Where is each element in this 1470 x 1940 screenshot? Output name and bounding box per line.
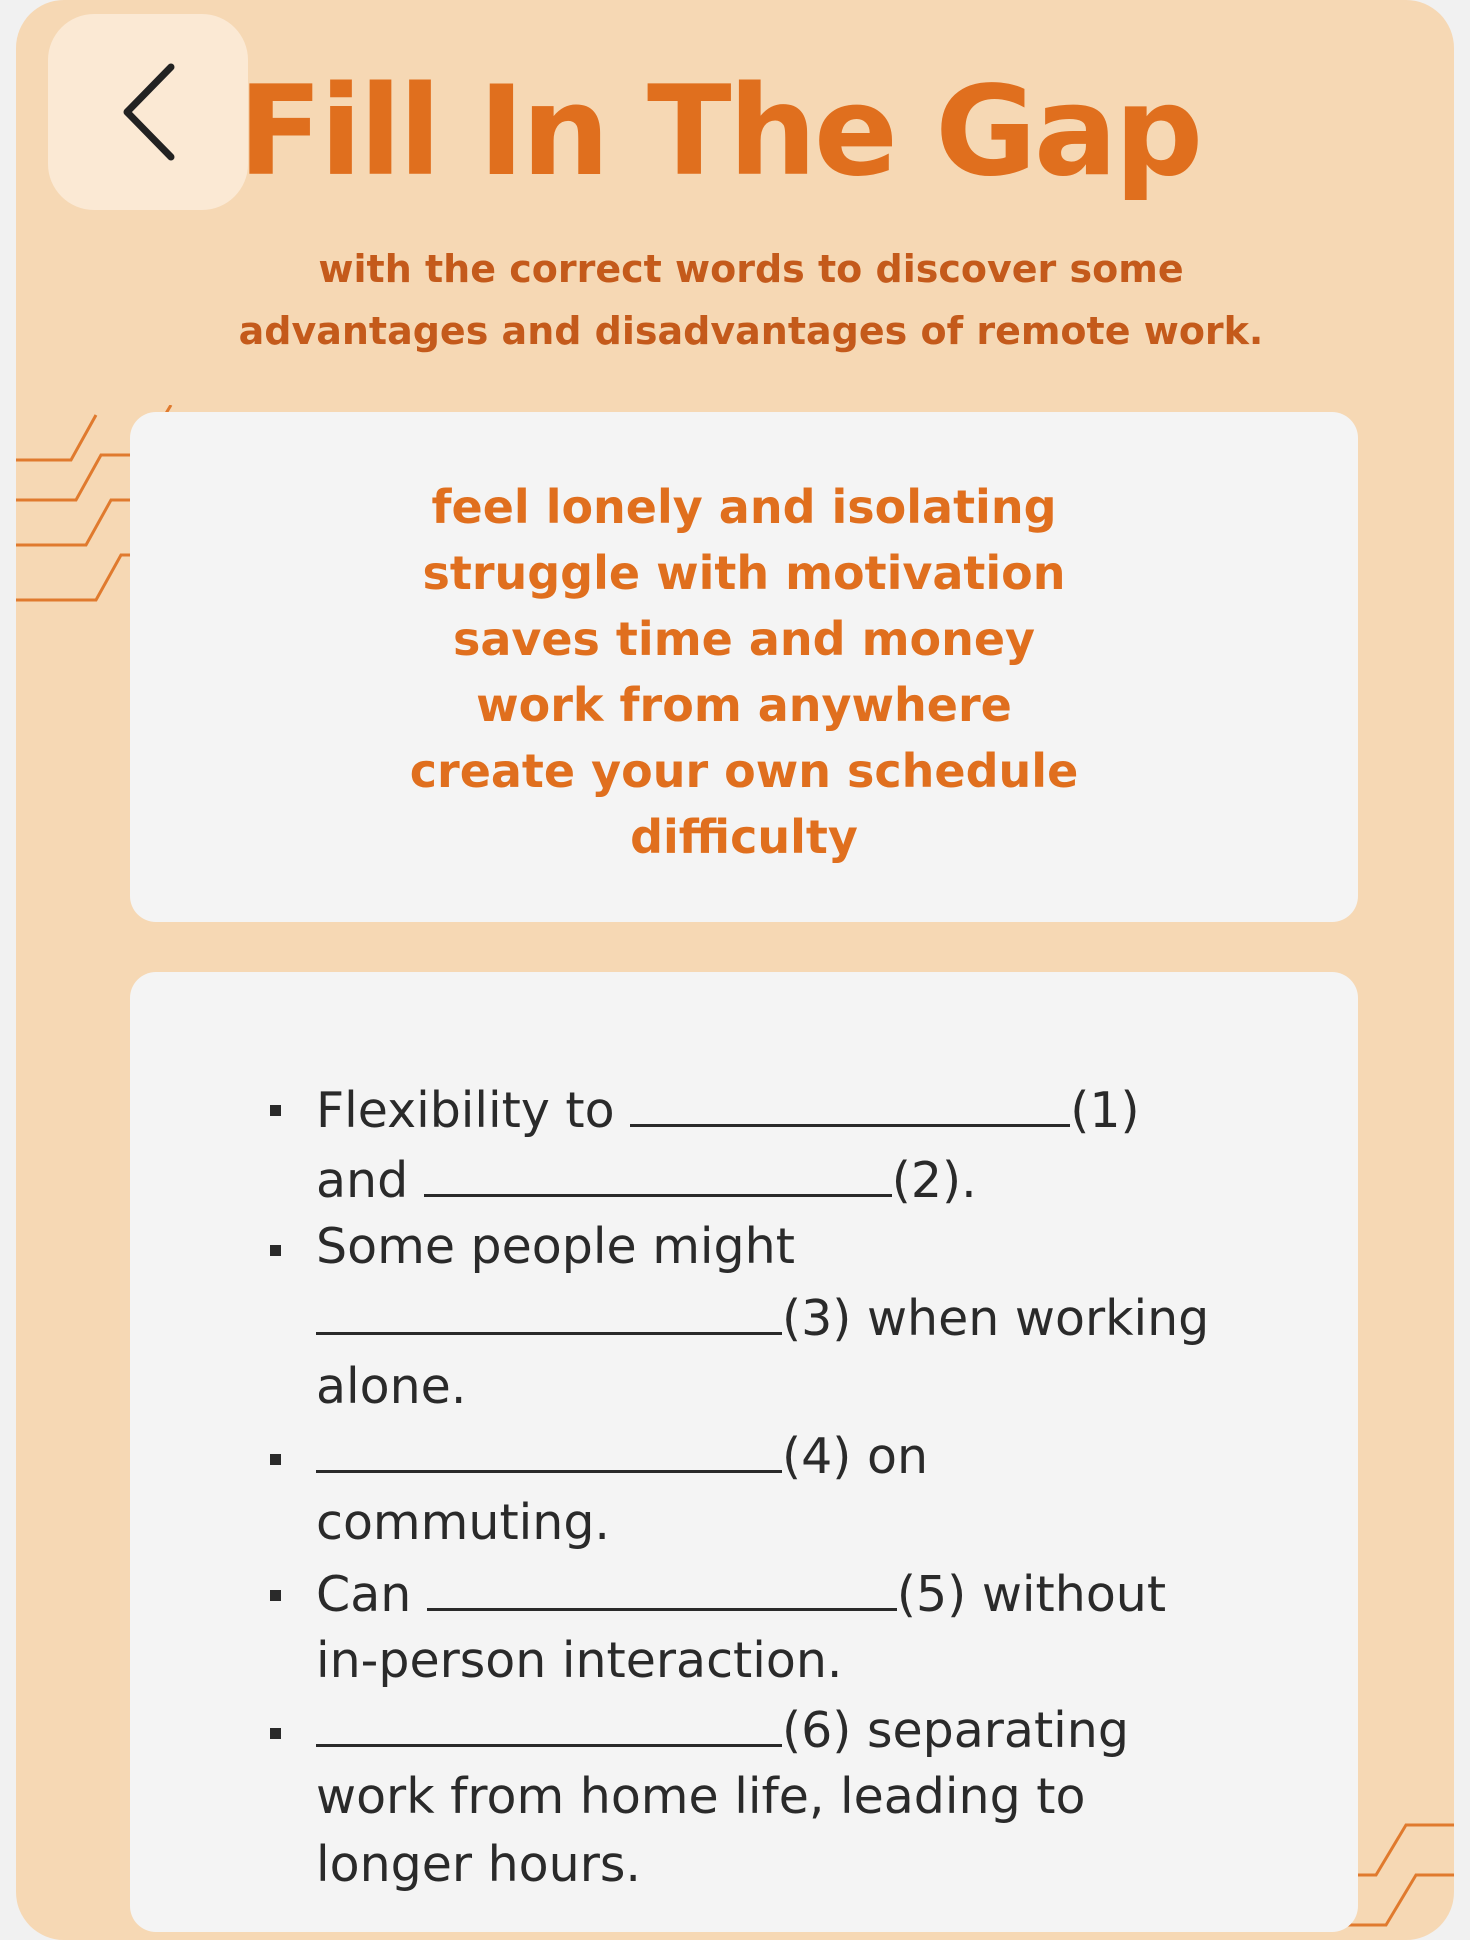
gap-3-number: (3) when working bbox=[782, 1290, 1210, 1347]
word-bank-item: feel lonely and isolating bbox=[431, 480, 1057, 534]
bullet-2 bbox=[270, 1245, 281, 1256]
page-title: Fill In The Gap bbox=[238, 60, 1201, 204]
gap-5-number: (5) without bbox=[896, 1566, 1167, 1623]
item5-text: work from home life, leading to bbox=[316, 1768, 1086, 1825]
bullet-3 bbox=[270, 1454, 281, 1465]
word-bank-panel bbox=[130, 412, 1358, 922]
word-bank-item: saves time and money bbox=[452, 612, 1036, 666]
item4-text: Can bbox=[316, 1566, 412, 1623]
gap-4[interactable] bbox=[316, 1430, 782, 1473]
subtitle-line-2: advantages and disadvantages of remote work. bbox=[238, 309, 1264, 353]
item5-text-2: longer hours. bbox=[316, 1836, 641, 1893]
bullet-5 bbox=[270, 1728, 281, 1739]
item3-text: commuting. bbox=[316, 1494, 610, 1551]
back-button[interactable] bbox=[48, 14, 248, 210]
gap-3[interactable] bbox=[316, 1292, 782, 1335]
item4-text-2: in-person interaction. bbox=[316, 1632, 843, 1689]
word-bank-item: struggle with motivation bbox=[422, 546, 1066, 600]
chevron-left-icon bbox=[113, 57, 183, 167]
item2-text: Some people might bbox=[316, 1218, 795, 1275]
gap-6-number: (6) separating bbox=[782, 1702, 1129, 1759]
bullet-1 bbox=[270, 1105, 281, 1116]
word-bank-item: difficulty bbox=[630, 810, 858, 864]
gap-4-number: (4) on bbox=[782, 1428, 929, 1485]
gap-6[interactable] bbox=[316, 1704, 782, 1747]
gap-2[interactable] bbox=[424, 1154, 892, 1197]
subtitle-line-1: with the correct words to discover some bbox=[318, 247, 1184, 291]
gap-1-number: (1) bbox=[1070, 1082, 1140, 1139]
exercise-panel bbox=[130, 972, 1358, 1932]
word-bank-item: create your own schedule bbox=[409, 744, 1079, 798]
page-subtitle bbox=[106, 238, 1396, 362]
bullet-4 bbox=[270, 1590, 281, 1601]
word-bank-item: work from anywhere bbox=[476, 678, 1012, 732]
gap-1[interactable] bbox=[630, 1084, 1070, 1127]
worksheet-card bbox=[16, 0, 1454, 1940]
gap-5[interactable] bbox=[427, 1568, 897, 1611]
item1-text: Flexibility to bbox=[316, 1082, 615, 1139]
gap-2-number: (2). bbox=[891, 1152, 977, 1209]
item1-text-2: and bbox=[316, 1152, 409, 1209]
item2-text-2: alone. bbox=[316, 1358, 467, 1415]
